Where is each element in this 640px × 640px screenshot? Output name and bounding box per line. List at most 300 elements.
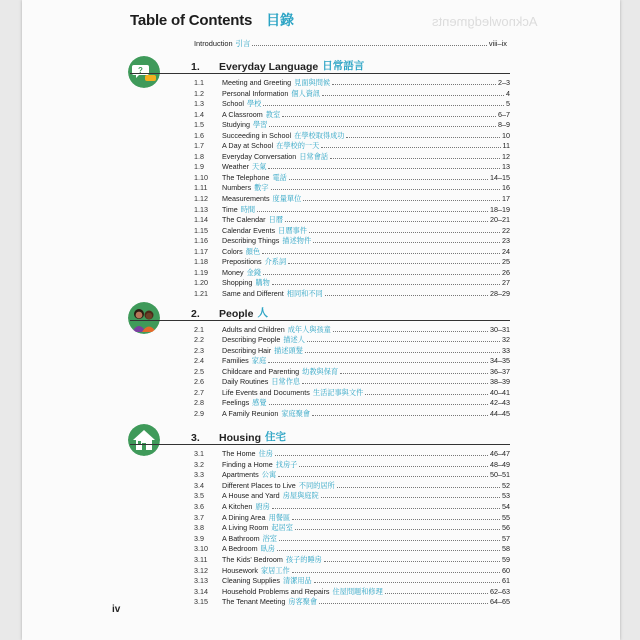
entry-label: Describing Hair: [222, 345, 272, 355]
toc-entry[interactable]: [130, 236, 510, 247]
entry-label: Childcare and Parenting: [222, 366, 300, 376]
entry-pages: 52: [502, 480, 510, 490]
svg-text:?: ?: [138, 66, 143, 75]
entry-label-cn: 教室: [265, 109, 281, 119]
intro-label: Introduction: [194, 39, 233, 48]
section-title-cn: 日常語言: [322, 60, 365, 72]
entry-label-cn: 用餐區: [268, 512, 291, 522]
entry-number: 1.2: [194, 88, 204, 98]
bleed-through-text: Acknowledgments: [432, 14, 538, 29]
entry-label: The Telephone: [222, 172, 270, 182]
entry-label-cn: 描述人: [283, 335, 305, 345]
leader-dots: [292, 571, 500, 573]
entry-label-cn: 浴室: [262, 533, 277, 543]
entry-label-cn: 家庭: [251, 356, 267, 366]
entry-number: 3.15: [194, 597, 208, 607]
entry-number: 3.10: [194, 544, 208, 554]
entry-number: 3.7: [194, 512, 204, 522]
toc-entry[interactable]: [130, 99, 510, 110]
entry-number: 1.3: [194, 99, 204, 109]
leader-dots: [257, 210, 488, 212]
entry-label-cn: 生活記事與文件: [312, 387, 364, 397]
entry-pages: 2–3: [498, 78, 510, 87]
entry-number: 1.10: [194, 172, 208, 182]
entry-pages: 33: [502, 345, 510, 355]
toc-entry[interactable]: [130, 449, 510, 460]
toc-entry[interactable]: [130, 597, 510, 608]
leader-dots: [337, 486, 500, 488]
leader-dots: [282, 115, 496, 117]
entry-pages: 62–63: [490, 586, 510, 596]
entry-number: 1.14: [194, 215, 208, 225]
entry-label: Same and Different: [222, 288, 284, 298]
entry-pages: 25: [502, 257, 510, 267]
entry-label: The Calendar: [222, 215, 266, 225]
section-heading[interactable]: [130, 428, 510, 445]
toc-entry[interactable]: [130, 566, 510, 577]
entry-label-cn: 金錢: [246, 267, 261, 277]
entry-pages: 42–43: [490, 398, 510, 408]
leader-dots: [252, 44, 487, 46]
leader-dots: [268, 361, 488, 363]
leader-dots: [340, 372, 488, 374]
entry-label: Numbers: [222, 183, 252, 193]
leader-dots: [285, 220, 488, 222]
entry-number: 3.5: [194, 491, 204, 501]
entry-pages: 61: [502, 576, 510, 586]
section-number: 2.: [191, 308, 200, 320]
entry-label-cn: 廚房: [255, 501, 270, 511]
section-title-cn: 住宅: [265, 431, 286, 443]
entry-label: Cleaning Supplies: [222, 576, 280, 586]
entry-pages: 11: [502, 141, 510, 151]
entry-label-cn: 住房: [258, 449, 273, 458]
page-number: iv: [112, 604, 121, 615]
entry-label-cn: 介系詞: [264, 257, 287, 267]
entry-pages: 6–7: [498, 109, 510, 119]
leader-dots: [305, 351, 500, 353]
section-title: Everyday Language: [219, 61, 319, 73]
entry-number: 2.4: [194, 356, 204, 366]
entry-label: A Day at School: [222, 141, 274, 151]
toc-entry[interactable]: [130, 173, 510, 184]
book-page: [22, 0, 620, 640]
section-number: 3.: [191, 432, 200, 444]
entry-pages: 27: [502, 278, 510, 288]
entry-label: Weather: [222, 162, 250, 172]
entry-label-cn: 房屋與庭院: [282, 491, 319, 501]
entry-pages: 57: [502, 533, 510, 543]
leader-dots: [269, 125, 496, 127]
entry-pages: 24: [502, 246, 510, 256]
toc-entry[interactable]: [130, 576, 510, 587]
entry-label: Calendar Events: [222, 225, 276, 235]
entry-label-cn: 日曆: [268, 215, 283, 225]
entry-label-cn: 房客聚會: [288, 597, 318, 607]
leader-dots: [321, 496, 500, 498]
toc-entry[interactable]: [130, 377, 510, 387]
entry-pages: 16: [502, 183, 510, 193]
leader-dots: [292, 518, 500, 520]
entry-label: Feelings: [222, 398, 250, 408]
entry-label: A Kitchen: [222, 501, 253, 511]
entry-label: The Kids' Bedroom: [222, 554, 283, 564]
entry-label: A Bedroom: [222, 544, 258, 554]
toc-entry[interactable]: [130, 78, 510, 89]
entry-label-cn: 電話: [272, 172, 287, 182]
section-title: Housing: [219, 432, 261, 444]
entry-label: The Tenant Meeting: [222, 597, 286, 607]
entry-pages: 10: [502, 130, 510, 140]
leader-dots: [385, 592, 488, 594]
entry-pages: 32: [502, 335, 510, 345]
toc-entry[interactable]: [130, 162, 510, 173]
entry-number: 1.13: [194, 204, 208, 214]
entry-label-cn: 公寓: [261, 470, 277, 480]
entry-label-cn: 成年人與孩童: [287, 325, 331, 334]
entry-pages: 8–9: [498, 120, 510, 130]
entry-pages: 36–37: [490, 366, 510, 376]
entry-number: 1.19: [194, 267, 208, 277]
toc-entry[interactable]: [130, 278, 510, 289]
entry-label: Studying: [222, 120, 250, 130]
entry-label-cn: 描述物件: [282, 236, 312, 246]
leader-dots: [275, 454, 488, 456]
entry-number: 1.1: [194, 78, 204, 87]
entry-number: 3.3: [194, 470, 204, 480]
toc-entry[interactable]: [130, 460, 510, 471]
entry-pages: 48–49: [490, 459, 510, 469]
toc-entry[interactable]: [130, 194, 510, 205]
entry-label-cn: 家居工作: [260, 565, 290, 575]
entry-label-cn: 描述頭髮: [274, 345, 303, 355]
toc-section: [130, 304, 510, 419]
entry-label-cn: 住屋問題和修理: [332, 586, 383, 596]
entry-label-cn: 清潔用品: [282, 576, 312, 586]
toc-entry[interactable]: [130, 409, 510, 419]
entry-number: 1.8: [194, 151, 204, 161]
leader-dots: [303, 199, 500, 201]
entry-pages: 28–29: [490, 288, 510, 298]
toc-entry[interactable]: [130, 513, 510, 524]
leader-dots: [272, 283, 500, 285]
entry-label: Daily Routines: [222, 377, 269, 387]
entry-pages: 58: [502, 544, 510, 554]
entry-number: 1.6: [194, 130, 204, 140]
entry-number: 3.11: [194, 554, 208, 564]
entry-pages: 4: [506, 88, 510, 98]
entry-label-cn: 日常會話: [299, 151, 329, 161]
entry-number: 1.9: [194, 162, 204, 172]
entry-label-cn: 個人資訊: [291, 88, 321, 98]
leader-dots: [269, 403, 488, 405]
entry-label: Prepositions: [222, 257, 262, 267]
section-entries: [130, 449, 510, 608]
entry-pages: 54: [502, 501, 510, 511]
leader-dots: [289, 178, 488, 180]
entry-number: 1.11: [194, 183, 208, 193]
entry-pages: 26: [502, 267, 510, 277]
toc-entry[interactable]: [130, 205, 510, 216]
entry-number: 3.4: [194, 480, 204, 490]
toc-entry[interactable]: [130, 544, 510, 555]
entry-number: 2.3: [194, 345, 204, 355]
entry-label-cn: 度量單位: [272, 194, 302, 204]
entry-pages: 38–39: [490, 377, 510, 387]
leader-dots: [321, 146, 500, 148]
entry-label-cn: 數字: [254, 183, 269, 193]
toc-entry[interactable]: [130, 388, 510, 398]
entry-label-cn: 顏色: [245, 246, 261, 256]
toc-entry[interactable]: [130, 481, 510, 492]
toc-entry[interactable]: [130, 183, 510, 194]
entry-label-cn: 購物: [255, 278, 270, 288]
entry-number: 3.1: [194, 449, 204, 458]
leader-dots: [299, 465, 488, 467]
entry-label: Describing People: [222, 335, 281, 345]
entry-label-cn: 天氣: [252, 162, 267, 172]
entry-pages: 30–31: [490, 325, 510, 334]
entry-label: Everyday Conversation: [222, 151, 297, 161]
entry-number: 1.7: [194, 141, 204, 151]
entry-number: 2.7: [194, 387, 204, 397]
entry-pages: 17: [502, 194, 510, 204]
leader-dots: [322, 94, 504, 96]
section-heading[interactable]: [130, 304, 510, 321]
entry-label: Describing Things: [222, 236, 280, 246]
toc-entry[interactable]: [130, 141, 510, 152]
entry-pages: 14–15: [490, 172, 510, 182]
toc-entry[interactable]: [130, 534, 510, 545]
entry-label-cn: 在學校取得成功: [294, 130, 345, 140]
section-title: People: [219, 308, 254, 320]
entry-pages: 34–35: [490, 356, 510, 366]
entry-label-cn: 學校: [246, 99, 262, 109]
section-heading[interactable]: [130, 57, 510, 74]
toc-entry[interactable]: [130, 257, 510, 268]
entry-label-cn: 時間: [240, 204, 256, 214]
toc-entry[interactable]: [130, 523, 510, 534]
toc-entry[interactable]: [130, 89, 510, 100]
entry-label: Personal Information: [222, 88, 289, 98]
entry-label: Money: [222, 267, 244, 277]
entry-number: 2.2: [194, 335, 204, 345]
leader-dots: [302, 382, 488, 384]
entry-label: Meeting and Greeting: [222, 78, 292, 87]
entry-pages: 5: [506, 99, 510, 109]
leader-dots: [262, 252, 500, 254]
entry-pages: 18–19: [490, 204, 510, 214]
leader-dots: [324, 560, 500, 562]
entry-pages: 50–51: [490, 470, 510, 480]
entry-number: 1.4: [194, 109, 204, 119]
leader-dots: [312, 414, 488, 416]
toc-entry[interactable]: [130, 335, 510, 345]
entry-label-cn: 孩子的睡房: [285, 554, 322, 564]
entry-number: 3.6: [194, 501, 204, 511]
entry-label: Adults and Children: [222, 325, 285, 334]
entry-label: Succeeding in School: [222, 130, 292, 140]
toc-entry[interactable]: [130, 268, 510, 279]
entry-number: 3.9: [194, 533, 204, 543]
entry-label: Finding a Home: [222, 459, 273, 469]
entry-label-cn: 見面與問候: [294, 78, 331, 87]
entry-label-cn: 日曆事件: [278, 225, 307, 235]
entry-number: 3.14: [194, 586, 208, 596]
entry-label-cn: 不同的居所: [298, 480, 335, 490]
page-title-text: Table of Contents: [130, 12, 253, 29]
toc-entry[interactable]: [130, 587, 510, 598]
page-title-cn: 目錄: [266, 12, 294, 28]
entry-label: A Living Room: [222, 523, 269, 533]
entry-label: Colors: [222, 246, 243, 256]
entry-label-cn: 在學校的一天: [276, 141, 320, 151]
entry-pages: 55: [502, 512, 510, 522]
toc-entry[interactable]: [130, 215, 510, 226]
leader-dots: [295, 528, 500, 530]
leader-dots: [268, 167, 500, 169]
entry-pages: 53: [502, 491, 510, 501]
entry-number: 1.17: [194, 246, 208, 256]
entry-label: Shopping: [222, 278, 253, 288]
entry-pages: 20–21: [490, 215, 510, 225]
entry-label-cn: 日常作息: [271, 377, 301, 387]
entry-label-cn: 幼教與保育: [302, 366, 339, 376]
entry-label: Life Events and Documents: [222, 387, 310, 397]
entry-pages: 44–45: [490, 408, 510, 418]
leader-dots: [263, 273, 500, 275]
section-title-cn: 人: [257, 307, 268, 319]
entry-label: A House and Yard: [222, 491, 280, 501]
intro-pages: viii–ix: [488, 39, 507, 48]
entry-number: 1.18: [194, 257, 208, 267]
entry-label-cn: 學習: [252, 120, 268, 130]
entry-number: 1.16: [194, 236, 208, 246]
introduction-entry[interactable]: [194, 38, 507, 49]
entry-label-cn: 起居室: [271, 523, 293, 533]
entry-number: 1.20: [194, 278, 208, 288]
toc-entry[interactable]: [130, 247, 510, 258]
leader-dots: [314, 581, 500, 583]
page-title: [130, 10, 294, 30]
entry-number: 1.21: [194, 288, 208, 298]
entry-pages: 60: [502, 565, 510, 575]
entry-label: A Classroom: [222, 109, 263, 119]
toc-entry[interactable]: [130, 398, 510, 408]
toc-entry[interactable]: [130, 226, 510, 237]
entry-label-cn: 相同和不同: [286, 288, 323, 298]
toc-section: [130, 428, 510, 608]
entry-pages: 22: [502, 225, 510, 235]
leader-dots: [325, 294, 488, 296]
entry-label: School: [222, 99, 244, 109]
entry-number: 3.2: [194, 459, 204, 469]
entry-label: Household Problems and Repairs: [222, 586, 330, 596]
entry-label: Time: [222, 204, 238, 214]
entry-label-cn: 家庭聚會: [281, 408, 311, 418]
entry-pages: 23: [502, 236, 510, 246]
entry-number: 2.9: [194, 408, 204, 418]
leader-dots: [365, 393, 488, 395]
intro-label-cn: 引言: [235, 39, 251, 48]
leader-dots: [279, 539, 500, 541]
entry-label: Measurements: [222, 194, 270, 204]
entry-number: 3.12: [194, 565, 208, 575]
leader-dots: [333, 330, 488, 332]
entry-label-cn: 感覺: [252, 398, 267, 408]
leader-dots: [332, 83, 496, 85]
entry-number: 1.15: [194, 225, 208, 235]
entry-number: 3.8: [194, 523, 204, 533]
entry-label-cn: 臥房: [260, 544, 275, 554]
leader-dots: [307, 340, 500, 342]
entry-pages: 40–41: [490, 387, 510, 397]
toc-entry[interactable]: [130, 289, 510, 300]
leader-dots: [313, 241, 500, 243]
entry-label: Different Places to Live: [222, 480, 296, 490]
leader-dots: [346, 136, 500, 138]
toc-entry[interactable]: [130, 131, 510, 142]
toc-entry[interactable]: [130, 502, 510, 513]
entry-number: 1.5: [194, 120, 204, 130]
toc-entry[interactable]: [130, 356, 510, 366]
leader-dots: [288, 262, 500, 264]
entry-pages: 64–65: [490, 597, 510, 607]
toc-entry[interactable]: [130, 325, 510, 335]
leader-dots: [278, 475, 488, 477]
entry-number: 2.8: [194, 398, 204, 408]
entry-pages: 46–47: [490, 449, 510, 458]
toc-entry[interactable]: [130, 491, 510, 502]
entry-label: A Family Reunion: [222, 408, 279, 418]
entry-label: Housework: [222, 565, 258, 575]
toc-entry[interactable]: [130, 367, 510, 377]
entry-number: 2.6: [194, 377, 204, 387]
toc-entry[interactable]: [130, 555, 510, 566]
leader-dots: [271, 188, 500, 190]
toc-entry[interactable]: [130, 110, 510, 121]
entry-pages: 12: [502, 151, 510, 161]
leader-dots: [309, 231, 500, 233]
entry-label-cn: 找房子: [275, 459, 298, 469]
section-entries: [130, 78, 510, 299]
section-entries: [130, 325, 510, 419]
entry-number: 2.1: [194, 325, 204, 334]
toc-entry[interactable]: [130, 470, 510, 481]
leader-dots: [272, 507, 500, 509]
section-number: 1.: [191, 61, 200, 73]
entry-label: The Home: [222, 449, 256, 458]
entry-pages: 56: [502, 523, 510, 533]
entry-number: 1.12: [194, 194, 208, 204]
entry-pages: 13: [502, 162, 510, 172]
leader-dots: [330, 157, 500, 159]
toc-entry[interactable]: [130, 346, 510, 356]
entry-label: A Dining Area: [222, 512, 266, 522]
entry-label: Apartments: [222, 470, 259, 480]
toc-entry[interactable]: [130, 152, 510, 163]
entry-number: 2.5: [194, 366, 204, 376]
toc-section: [130, 57, 510, 299]
leader-dots: [277, 549, 500, 551]
entry-label: Families: [222, 356, 249, 366]
entry-pages: 59: [502, 554, 510, 564]
entry-label: A Bathroom: [222, 533, 260, 543]
toc-entry[interactable]: [130, 120, 510, 131]
leader-dots: [319, 602, 488, 604]
entry-number: 3.13: [194, 576, 208, 586]
leader-dots: [263, 104, 504, 106]
